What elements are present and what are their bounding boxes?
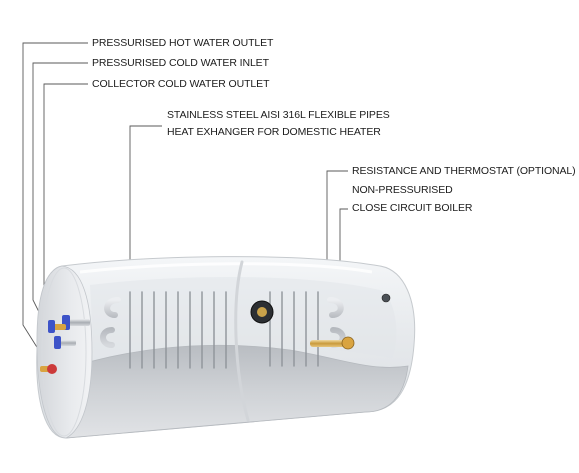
label-cold-water-inlet: PRESSURISED COLD WATER INLET (92, 57, 269, 69)
flange-inner (257, 307, 267, 317)
label-non-pressurised: NON-PRESSURISED (352, 184, 453, 196)
label-collector-outlet: COLLECTOR COLD WATER OUTLET (92, 78, 270, 90)
label-flexible-pipes: STAINLESS STEEL AISI 316L FLEXIBLE PIPES (167, 109, 390, 121)
tank-right-port (382, 294, 390, 302)
label-hot-water-outlet: PRESSURISED HOT WATER OUTLET (92, 37, 274, 49)
collector-outlet-nut (54, 336, 61, 349)
label-close-circuit-boiler: CLOSE CIRCUIT BOILER (352, 202, 473, 214)
resistance-head (342, 337, 354, 349)
central-flange (251, 301, 273, 323)
label-heat-exchanger: HEAT EXHANGER FOR DOMESTIC HEATER (167, 126, 381, 138)
label-resistance-thermostat: RESISTANCE AND THERMOSTAT (OPTIONAL) (352, 165, 576, 177)
cold-inlet-nut (48, 320, 55, 333)
lower-fitting-cap (47, 364, 57, 374)
tank-end-cap (37, 266, 92, 438)
